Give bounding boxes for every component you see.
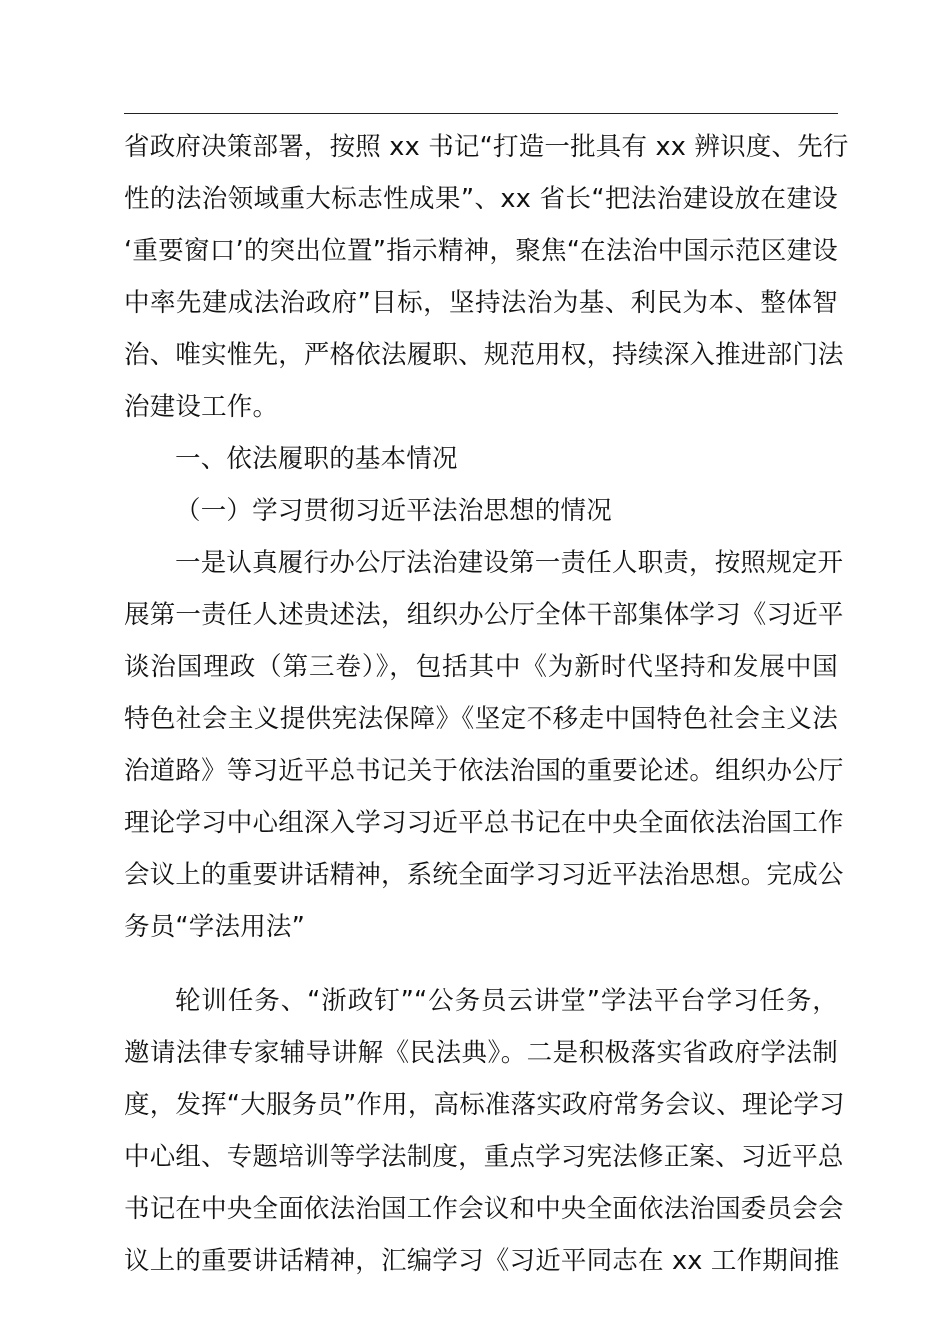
body-line-3: ‘重要窗口’的突出位置”指示精神，聚焦“在法治中国示范区建设 [124,236,838,266]
body-line-9: 谈治国理政（第三卷）》，包括其中《为新时代坚持和发展中国 [124,652,838,682]
document-body [124,121,849,1287]
body-line-5: 治、唯实惟先，严格依法履职、规范用权，持续深入推进部门法 [124,340,844,370]
body-line-14: 务员“学法用法” [124,912,306,942]
subsection-heading: （一）学习贯彻习近平法治思想的情况 [175,496,612,526]
body-line-8: 展第一责任人述贵述法，组织办公厅全体干部集体学习《习近平 [124,600,844,630]
body-line-15: 轮训任务、“浙政钉”“公务员云讲堂”学法平台学习任务， [175,986,838,1016]
body-line-19: 书记在中央全面依法治国工作会议和中央全面依法治国委员会会 [124,1194,844,1224]
body-line-18: 中心组、专题培训等学法制度，重点学习宪法修正案、习近平总 [124,1142,844,1172]
body-line-17: 度，发挥“大服务员”作用，高标准落实政府常务会议、理论学习 [124,1090,845,1120]
body-line-11: 治道路》等习近平总书记关于依法治国的重要论述。组织办公厅 [124,756,844,786]
section-heading: 一、依法履职的基本情况 [175,444,458,474]
body-line-10: 特色社会主义提供宪法保障》《坚定不移走中国特色社会主义法 [124,704,838,734]
body-line-16: 邀请法律专家辅导讲解《民法典》。二是积极落实省政府学法制 [124,1038,838,1068]
body-line-7: 一是认真履行办公厅法治建设第一责任人职责，按照规定开 [175,548,844,578]
header-rule [124,113,838,114]
body-line-6: 治建设工作。 [124,392,279,422]
body-line-12: 理论学习中心组深入学习习近平总书记在中央全面依法治国工作 [124,808,844,838]
body-line-2: 性的法治领域重大标志性成果”、xx 省长“把法治建设放在建设 [124,184,838,214]
body-line-4: 中率先建成法治政府”目标，坚持法治为基、利民为本、整体智 [124,288,838,318]
body-line-13: 会议上的重要讲话精神，系统全面学习习近平法治思想。完成公 [124,860,844,890]
body-line-20: 议上的重要讲话精神，汇编学习《习近平同志在 xx 工作期间推 [124,1246,840,1276]
body-line-1: 省政府决策部署，按照 xx 书记“打造一批具有 xx 辨识度、先行 [124,132,849,162]
